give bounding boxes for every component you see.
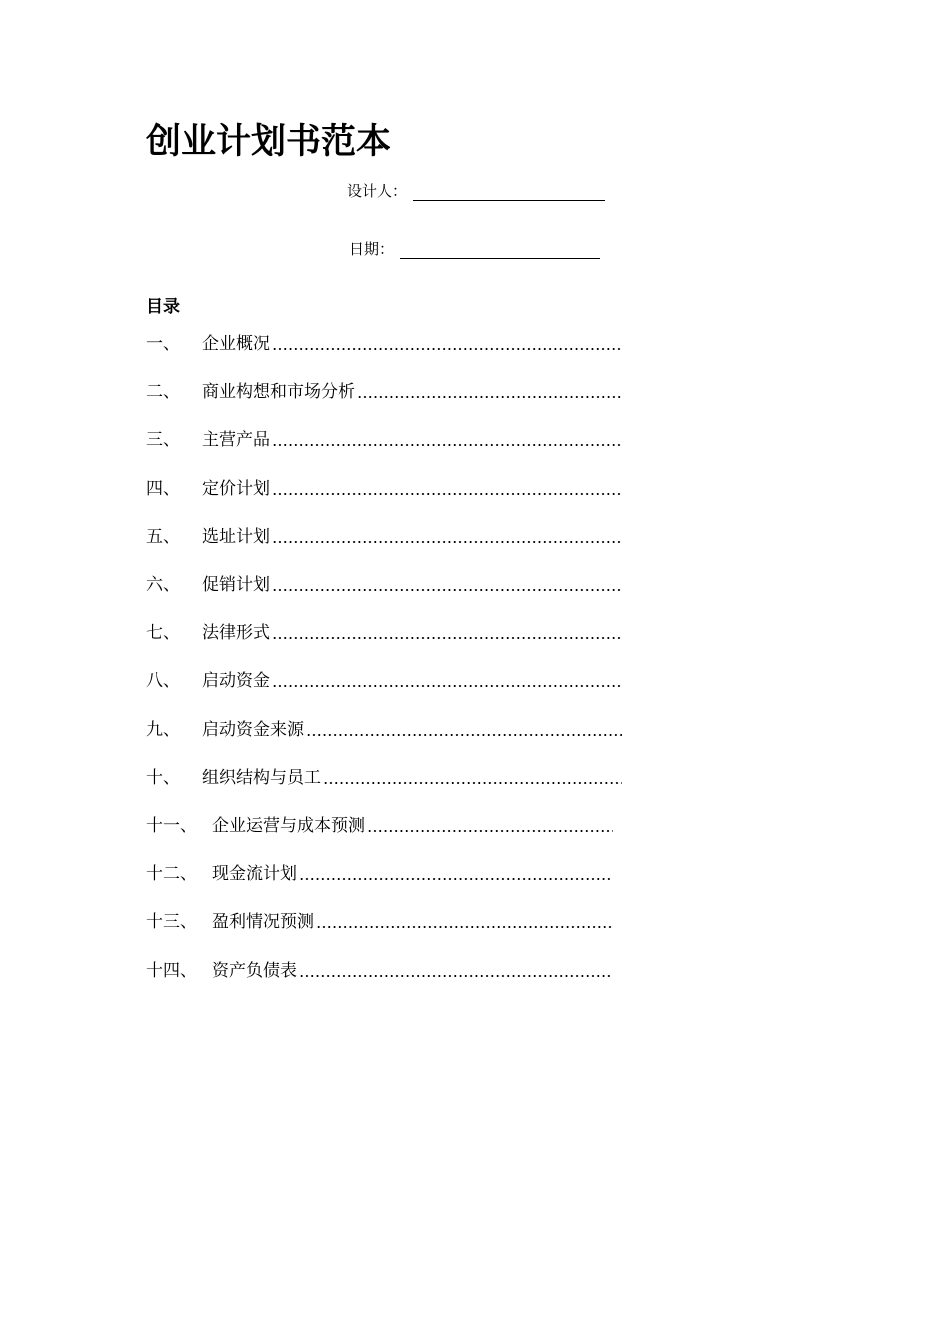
toc-item-number: 十二、 (146, 864, 197, 885)
toc-item-label: 启动资金来源 (202, 719, 304, 740)
toc-item (146, 426, 622, 454)
date-label: 日期： (349, 240, 395, 258)
toc-item-label: 主营产品 (202, 430, 270, 451)
toc-item-label: 定价计划 (202, 478, 270, 499)
designer-label: 设计人： (347, 182, 408, 200)
toc-item-label: 企业运营与成本预测 (212, 816, 365, 836)
toc-item (146, 764, 622, 792)
toc-item-label: 法律形式 (202, 623, 270, 644)
toc-item (146, 475, 622, 503)
page-title: 创业计划书范本 (146, 122, 392, 162)
toc-item-number: 二、 (146, 382, 180, 403)
toc-dot-leader (272, 444, 622, 446)
designer-blank-line (413, 184, 605, 201)
toc-item-label: 商业构想和市场分析 (202, 382, 355, 403)
toc-dot-leader (272, 589, 622, 591)
designer-field (347, 181, 605, 201)
date-field (349, 239, 600, 259)
toc-item-label: 盈利情况预测 (212, 912, 314, 933)
toc-item-label: 企业概况 (202, 334, 270, 354)
toc-item (146, 619, 622, 647)
date-blank-line (400, 242, 600, 259)
toc-item (146, 571, 622, 599)
toc-item-number: 九、 (146, 719, 180, 740)
toc-item-label: 资产负债表 (212, 960, 297, 981)
toc-item-number: 十四、 (146, 960, 197, 981)
toc-dot-leader (299, 975, 613, 977)
toc-item-number: 一、 (146, 334, 180, 354)
toc-dot-leader (357, 396, 622, 398)
toc-dot-leader (367, 830, 613, 832)
toc-dot-leader (272, 685, 622, 687)
toc-item-label: 组织结构与员工 (202, 767, 321, 788)
toc-heading: 目录 (146, 297, 180, 317)
toc-dot-leader (323, 782, 622, 784)
toc-item (146, 523, 622, 551)
toc-item (146, 716, 622, 744)
toc-item-label: 现金流计划 (212, 864, 297, 885)
toc-item (146, 330, 622, 358)
toc-item (146, 378, 622, 406)
toc-item (146, 812, 613, 840)
toc-dot-leader (272, 348, 622, 350)
toc-item (146, 667, 622, 695)
toc-item-number: 六、 (146, 575, 180, 595)
toc-dot-leader (306, 734, 622, 736)
toc-item (146, 957, 613, 985)
toc-dot-leader (299, 878, 613, 880)
toc-dot-leader (272, 493, 622, 495)
toc-dot-leader (272, 541, 622, 543)
toc-item-label: 选址计划 (202, 526, 270, 547)
toc-item-number: 十三、 (146, 912, 197, 933)
toc-item-number: 四、 (146, 478, 180, 499)
toc-item (146, 908, 613, 936)
toc-item-number: 七、 (146, 623, 180, 644)
toc-dot-leader (316, 926, 613, 928)
toc-item-number: 五、 (146, 526, 180, 547)
toc-item-label: 促销计划 (202, 575, 270, 595)
toc-dot-leader (272, 637, 622, 639)
toc-item-number: 十、 (146, 767, 180, 788)
toc-item (146, 860, 613, 888)
toc-item-number: 十一、 (146, 816, 197, 836)
toc-item-number: 三、 (146, 430, 180, 451)
toc-item-label: 启动资金 (202, 671, 270, 692)
toc-item-number: 八、 (146, 671, 180, 692)
